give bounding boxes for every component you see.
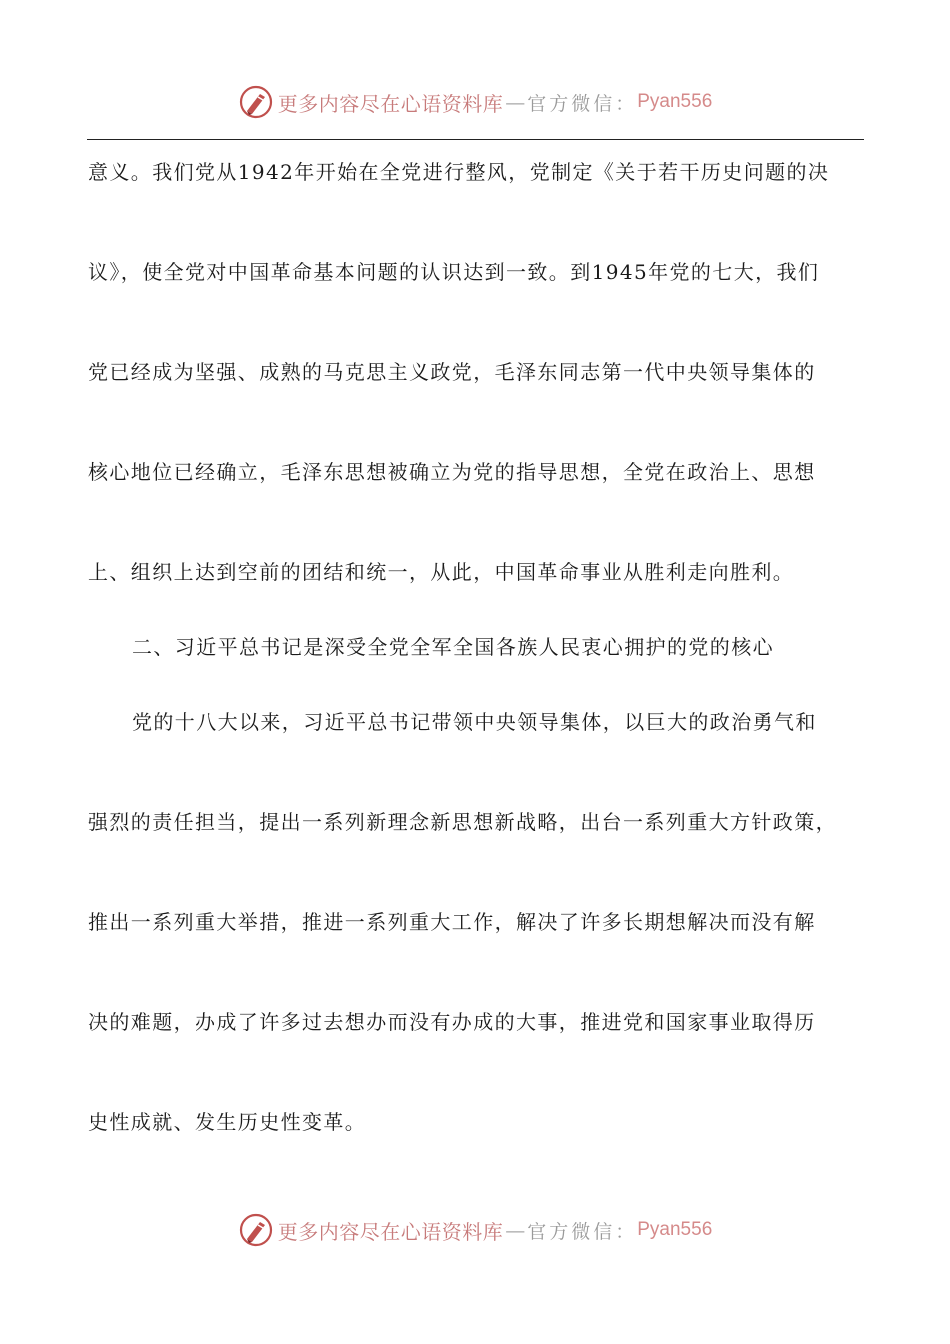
body-line: 推出一系列重大举措，推进一系列重大工作，解决了许多长期想解决而没有解 (88, 910, 816, 934)
header-wechat-id: Pyan556 (637, 91, 713, 112)
header-banner (0, 82, 950, 122)
footer-wechat-label: 官方微信： (527, 1220, 638, 1243)
document-body (88, 152, 858, 1202)
body-line: 决的难题，办成了许多过去想办而没有办成的大事，推进党和国家事业取得历 (88, 1010, 816, 1034)
body-line: 党的十八大以来，习近平总书记带领中央领导集体，以巨大的政治勇气和 (132, 710, 817, 734)
footer-dash: — (505, 1218, 526, 1242)
body-line: 党已经成为坚强、成熟的马克思主义政党，毛泽东同志第一代中央领导集体的 (88, 360, 816, 384)
section-heading: 二、习近平总书记是深受全党全军全国各族人民衷心拥护的党的核心 (132, 635, 774, 659)
body-line: 上、组织上达到空前的团结和统一，从此，中国革命事业从胜利走向胜利。 (88, 560, 795, 584)
footer-banner (0, 1210, 950, 1250)
header-dash: — (505, 90, 526, 114)
body-line: 核心地位已经确立，毛泽东思想被确立为党的指导思想，全党在政治上、思想 (88, 460, 816, 484)
body-line: 强烈的责任担当，提出一系列新理念新思想新战略，出台一系列重大方针政策， (88, 810, 837, 834)
pen-logo-icon (238, 1212, 274, 1248)
header-wechat-label: 官方微信： (527, 92, 638, 115)
body-line: 意义。我们党从1942年开始在全党进行整风，党制定《关于若干历史问题的决 (88, 160, 830, 184)
header-divider (87, 139, 864, 140)
body-line: 议》，使全党对中国革命基本问题的认识达到一致。到1945年党的七大，我们 (88, 260, 820, 284)
pen-logo-icon (238, 84, 274, 120)
footer-wechat-id: Pyan556 (637, 1219, 713, 1240)
header-slogan: 更多内容尽在心语资料库 (277, 91, 504, 116)
footer-slogan: 更多内容尽在心语资料库 (277, 1219, 504, 1244)
body-line: 史性成就、发生历史性变革。 (88, 1110, 367, 1134)
